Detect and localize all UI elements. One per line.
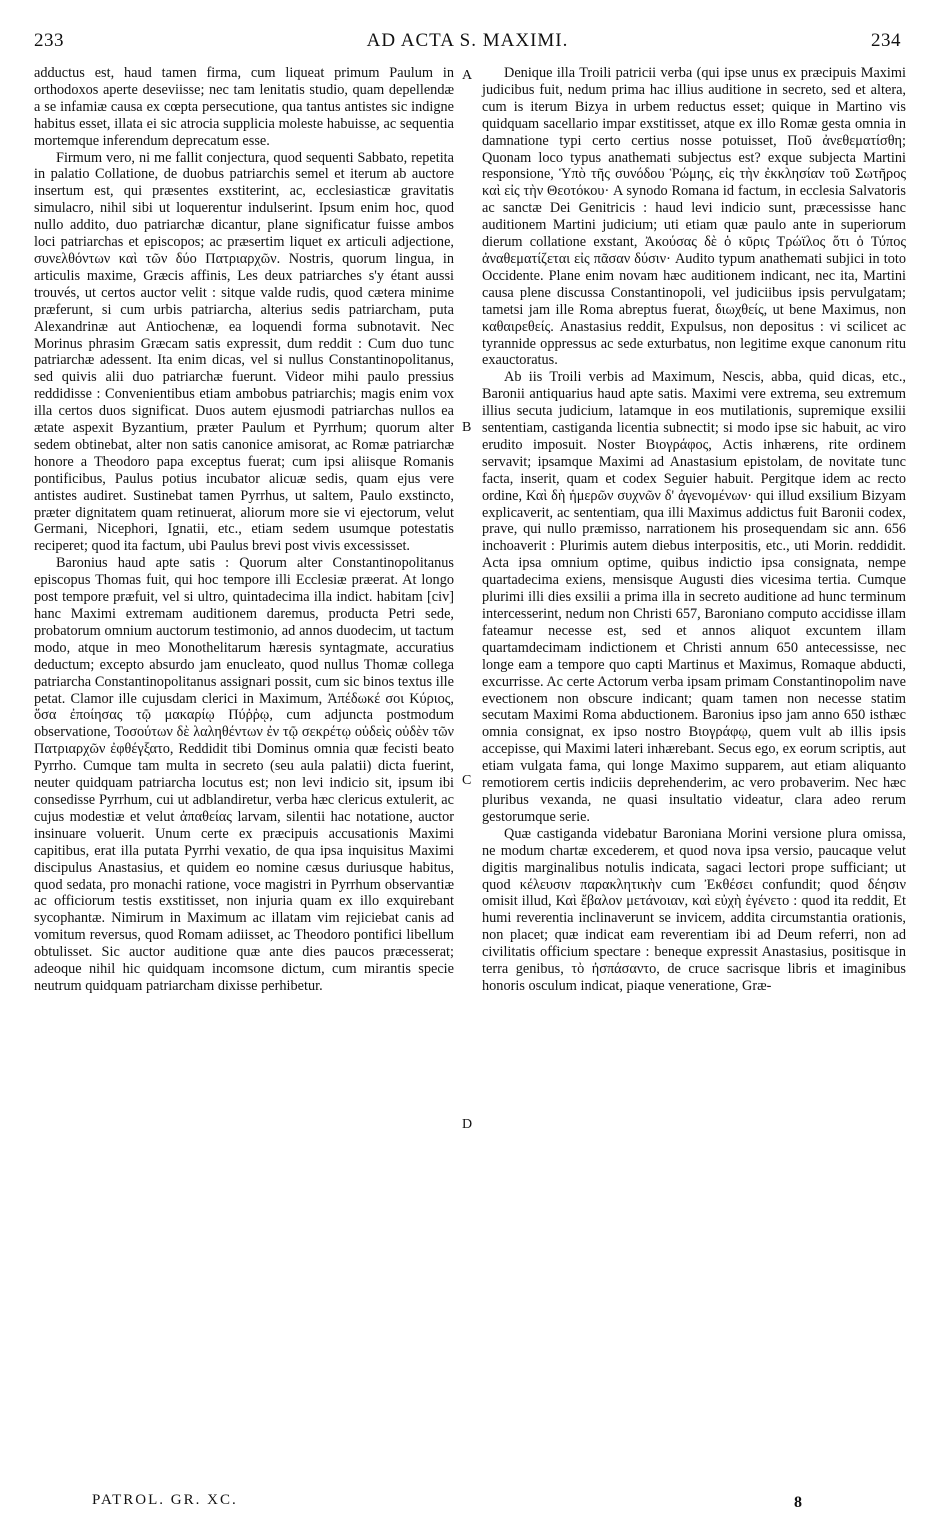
gathering-number: 8 xyxy=(794,1494,802,1511)
paragraph: Baronius haud apte satis : Quorum alter Constantinopolitanus episcopus Thomas fuit, qui hoc tempore illi Ecclesiæ præerat. At longo post tempore præfuit, vel si ultro, quintadecima illa indict. habitam [civ] hanc Maximi extremam auditionem daremus, producta Petri sede, probatorum omnium auctorum testimonio, ad annos duodecim, ut tactum modo, atque in meo Monothelitarum hæresis syntagmate, accuratius deductum; excepto absurdo jam enucleato, quod nullus Thomæ collega patriarcha Constantinopolitanus assignari possit, cum sic binos textus ille petat. Clamor ille cujusdam clerici in Maximum, Ἀπέδωκέ σοι Κύριος, ὅσα ἐποίησας τῷ μακαρίῳ Πύῤῥῳ, cum adjuncta postmodum observatione, Τοσούτων δὲ λαληθέντων ἐν τῷ σεκρέτῳ οὐδεὶς οὐδὲν τῶν Πατριαρχῶν ἐφθέγξατο, Reddidit tibi Dominus omnia quæ fecisti beato Pyrrho. Cumque tam multa in secreto (seu aula palatii) dicta fuerint, neuter quidquam patriarcha locutus est; non levi indicio sit, ipsum ibi consedisse Pyrrhum, cui ut adblandiretur, verba hæc clericus extulerit, ac cujus modestiæ et velut ἀπαθείας larvam, silentii hac notatione, auctor insinuare voluerit. Unum certe ex præcipuis accusationis Maximi capitibus, erat illa putata Pyrrhi vexatio, de qua ipsa inquisitus Maximi discipulus Anastasius, et quidem eo nomine cæsus duriusque habitus, quod sedata, pro monachi ratione, voce magistri in Pyrrhum observantiæ ac officiorum testis exstitisset, non injuria quam ex illo exquirebant sycophantæ. Nimirum in Maximum ac illatam vim rejiciebat canis ad vomitum reversus, quod Romam adiisset, ac Theodoro pontifici libellum obtulisset. Sic auctor auditione quæ ante dies paucos præcesserat; adeoque nihil hic quidquam incomsone dictum, cum mirantis specie neutrum quidquam patriarcham dixisse perhibetur. xyxy=(34,555,454,994)
margin-marker-c: C xyxy=(462,773,472,788)
running-header xyxy=(34,30,901,60)
margin-marker-b: B xyxy=(462,420,472,435)
left-column xyxy=(34,65,454,995)
paragraph: adductus est, haud tamen firma, cum liqueat primum Paulum in orthodoxos aperte deseviisse; nec tam lenitatis studio, quam depellendæ a se infamiæ causa ex cœpta persecutione, qua tantus antistes sic indigne habitus esset, illata ei sic atrocia supplicia moleste habuisse, ac sequentia mortemque inferendum deprecatum esse. xyxy=(34,65,454,149)
right-column xyxy=(482,65,906,995)
page-number-left: 233 xyxy=(34,30,64,51)
paragraph: Ab iis Troili verbis ad Maximum, Nescis, abba, quid dicas, etc., Baronii antiquarius haud apte satis. Maximi vere extrema, seu extremum illius secuta judicium, latamque in eos mutilationis, supremique exsilii sententiam, castiganda licentia subnectit; si modo ipse sic habuit, ac viro erudito imposuit. Noster Βιογράφος, Actis inhærens, rite ordinem servavit; ipsamque Maximi ad Anastasium epistolam, de novitate tunc facta, inserit, quam et codex Seguier habuit. Pergitque idem ac recto ordine, Καὶ δὴ ἡμερῶν συχνῶν δ' ἀγενομένων· qui illud exsilium Bizyam explicaverit, ac sententiam, qua illi Maximus addictus fuit Baronii codex, prave, qui nullo præmisso, narrationem his prosequendam sic ann. 656 inchoaverit : Plurimis autem diebus interpositis, etc., uti Morin. reddidit. Acta ipsa omnium optime, quibus indictio ipsa consignata, nempe quartadecima exiens, mensisque Augusti dies vicesima tertia. Cumque plurimi illi dies exsilii a prima illa in secreto auditione ad hunc terminum intercesserint, nedum non Christi 657, Baroniano computo accidisse illam fateamur necesse est, sed et annos aliquot excuntem illam quartamdecimam indictionem et Christi annum 650 antecessisse, nec longe eam a tempore quo capti Martinus et Maximus, Romaque abducti, excurrisse. Ac certe Actorum verba ipsam primam Constantinopolim nave evectionem non obscure indicant; quam tamen non necesse statim secutam Maximi Roma abductionem. Baronius ipso jam anno 650 isthæc omnia consignat, ex ipso nostro Βιογράφῳ, quem vult ab illis ipsis accepisse, qui Maximi lateri inhærebant. Secus ego, ex eorum scriptis, aut etiam vulgata fama, qui longe Maximo supparem, aut etiam aliquanto remotiorem certis indiciis deprehenderim, ac vero probaverim. Nec hæc pluribus vexanda, ne quasi insultatio videatur, clara adeo rerum gestorumque serie. xyxy=(482,369,906,825)
page-number-right: 234 xyxy=(871,30,901,51)
paragraph: Denique illa Troili patricii verba (qui ipse unus ex præcipuis Maximi judicibus fuit, nedum prima hac illius auditione in secreto, sed et altera, cum is iterum Bizya in urbem reductus esset; quique in Martino vis quidquam sacellario impar exstitisset, atque ex illo Romæ gesta omnia in damnatione typi certo certius nosse potuisset, Ποῦ ἀνεθεματίσθη; Quonam loco typus anathemati subjectus est? exque subjecta Martini responsione, Ὑπὸ τῆς συνόδου Ῥώμης, εἰς τὴν ἐκκλησίαν τοῦ Σωτῆρος καὶ εἰς τὴν Θεοτόκου· A synodo Romana id factum, in ecclesia Salvatoris ac sanctæ Dei Genitricis : haud levi indicio sunt, præcessisse hanc auditionem Martini judicium; uti etiam quæ paulo ante in superiorum dierum collatione exstant, Ἀκούσας δὲ ὁ κῦρις Τρώϊλος ὅτι ὁ Τύπος ἀναθεματίζεται εἰς πᾶσαν δύσιν· Audito typum anathemati subjici in toto Occidente. Plane enim novam hæc auditionem indicant, nec ita, Martini causa plene discussa Constantinopoli, vel judiciibus ipsis pervulgatam; tametsi jam ille Roma abreptus fuerat, διωχθείς, ut bene Maximus, non καθαιρεθείς. Anastasius reddit, Expulsus, non depositus : vi scilicet ac tyrannide oppressus ac sede exturbatus, non legitime exque canonum ritu exauctoratus. xyxy=(482,65,906,369)
paragraph: Quæ castiganda videbatur Baroniana Morini versione plura omissa, ne modum chartæ excederem, et quod nova ipsa versio, paucaque velut digitis marginalibus notulis indicata, sagaci lectori prope sufficiant; ut quod κέλευσιν παρακλητικὴν cum Ἐκθέσει confundit; quod δέησιν omisit illud, Καὶ ἔβαλον μετάνοιαν, καὶ εὐχὴ ἐγένετο : quod ita reddit, Et humi reverentia inclinaverunt se invicem, addita circumstantia orationis, non placet; quæ indicat eam reverentiam ibi ad Deum referri, non ad civilitatis officium spectare : beneque expressit Anastasius, positisque in terra genibus, τὸ ἠσπάσαντο, de cruce sacrisque libris et imaginibus honoris osculum indicat, piaque veneratione, Græ- xyxy=(482,825,906,994)
signature-mark: PATROL. GR. XC. xyxy=(92,1492,238,1508)
margin-marker-a: A xyxy=(462,68,473,83)
running-title: AD ACTA S. MAXIMI. xyxy=(366,30,569,51)
paragraph: Firmum vero, ni me fallit conjectura, quod sequenti Sabbato, repetita in palatio Collatione, de duobus patriarchis semel et iterum ab auctore insertum est, qui præsentes exstiterint, ac, ecclesiasticæ gravitatis simulacro, nihil sibi ut loquerentur indulserint. Ipsum enim hoc, quod nullo addito, duo patriarchæ dicantur, plane significatur fuisse ambos loci patriarchas et episcopos; ac præsertim liquet ex articuli adjectione, συνελθόντων καὶ τῶν δύο Πατριαρχῶν. Nostris, quorum lingua, in articulis maxime, Græcis affinis, Les deux patriarches s'y étant aussi trouvés, ut certos auctor velit : sitque valde rudis, quod cætera minime præferunt, si cum urbis patriarcha, alterius sedis patriarcham, puta Alexandrinæ aut Antiochenæ, ea loquendi forma subnotavit. Nec Morinus phrasim Græcam satis expressit, dum reddit : Cum duo tunc patriarchæ adessent. Ita enim dicas, vel si nullus Constantinopolitanus, sed quivis alii duo patriarchæ fuerunt. Videor mihi paulo pressius reddidisse : Convenientibus etiam ambobus patriarchis; magis enim vox illa certos duos significat. Duos autem ejusmodi patriarchas nullos ea ætate aspexit Byzantium, præter Paulum et Pyrrhum; quorum alter sedem obtinebat, alter non satis canonice amisorat, ac Romæ patriarchæ honore a Theodoro papa exceptus fuerat; cum ipsi aliisque Romanis pontificibus, Paulus potius incubator alicuæ sedis, quam ejus vere antistes audiret. Sustinebat tamen Pyrrhus, ut saltem, Paulo exstincto, præter dignitatem quam retinuerat, aliorum more sie vi ejectorum, velut Germani, Nicephori, Ignatii, etc., etiam sedem usumque potestatis reciperet; quod ita factum, ubi Paulus brevi post vivis excessisset. xyxy=(34,149,454,555)
margin-marker-d: D xyxy=(462,1117,473,1132)
